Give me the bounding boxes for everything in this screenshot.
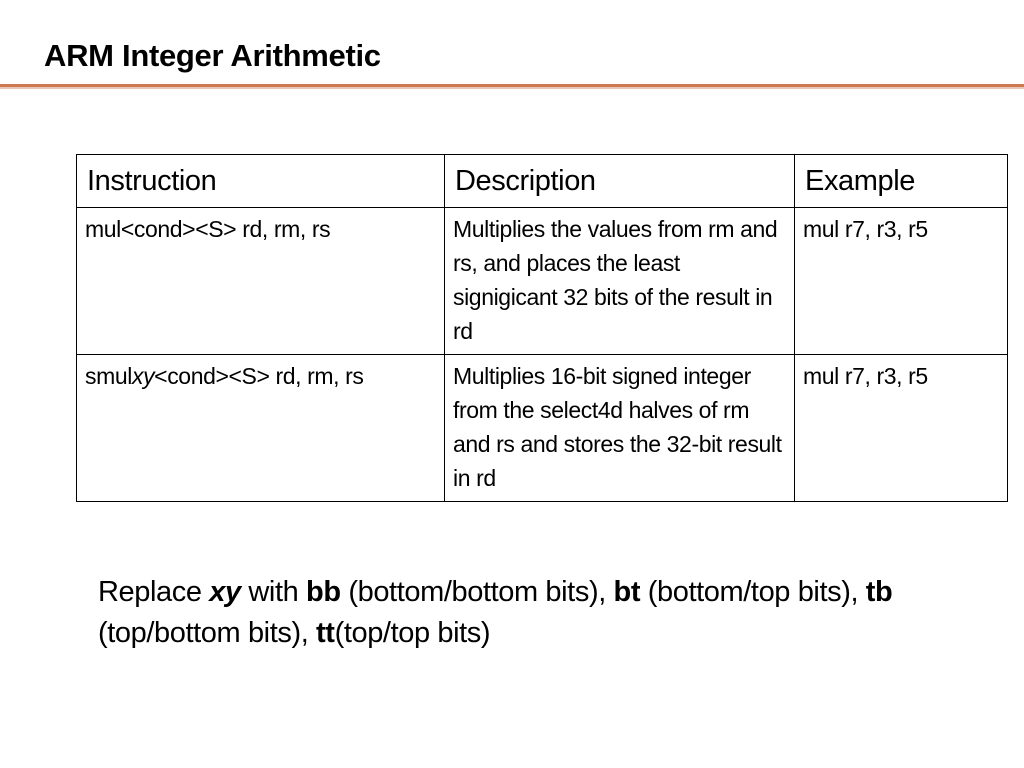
cell-instruction: mul<cond><S> rd, rm, rs	[77, 208, 445, 355]
header-example: Example	[795, 155, 1008, 208]
header-instruction: Instruction	[77, 155, 445, 208]
instruction-suffix: <cond><S> rd, rm, rs	[154, 363, 364, 389]
slide-title: ARM Integer Arithmetic	[44, 38, 381, 73]
replacement-note	[98, 572, 988, 654]
cell-description: Multiplies the values from rm and rs, and places the least signigicant 32 bits of the result in rd	[445, 208, 795, 355]
note-text: (top/top bits)	[334, 617, 491, 649]
instruction-prefix: smul	[85, 363, 132, 389]
instruction-variable: xy	[131, 363, 155, 389]
note-text: (top/bottom bits),	[98, 617, 317, 649]
option-tb: tb	[865, 576, 893, 608]
option-bt: bt	[613, 576, 641, 608]
option-tt: tt	[316, 617, 335, 649]
note-variable: xy	[209, 576, 241, 608]
note-text: with	[240, 576, 307, 608]
cell-example: mul r7, r3, r5	[795, 355, 1008, 502]
instruction-table	[76, 154, 1008, 502]
table-row	[77, 208, 1008, 355]
table-row	[77, 355, 1008, 502]
title-underline-shadow	[0, 87, 1024, 89]
table-header-row	[77, 155, 1008, 208]
header-description: Description	[445, 155, 795, 208]
cell-example: mul r7, r3, r5	[795, 208, 1008, 355]
option-bb: bb	[306, 576, 341, 608]
note-text: (bottom/bottom bits),	[340, 576, 614, 608]
cell-description: Multiplies 16-bit signed integer from the select4d halves of rm and rs and stores the 32-bit result in rd	[445, 355, 795, 502]
cell-instruction	[77, 355, 445, 502]
note-text: Replace	[98, 576, 210, 608]
note-text: (bottom/top bits),	[640, 576, 866, 608]
